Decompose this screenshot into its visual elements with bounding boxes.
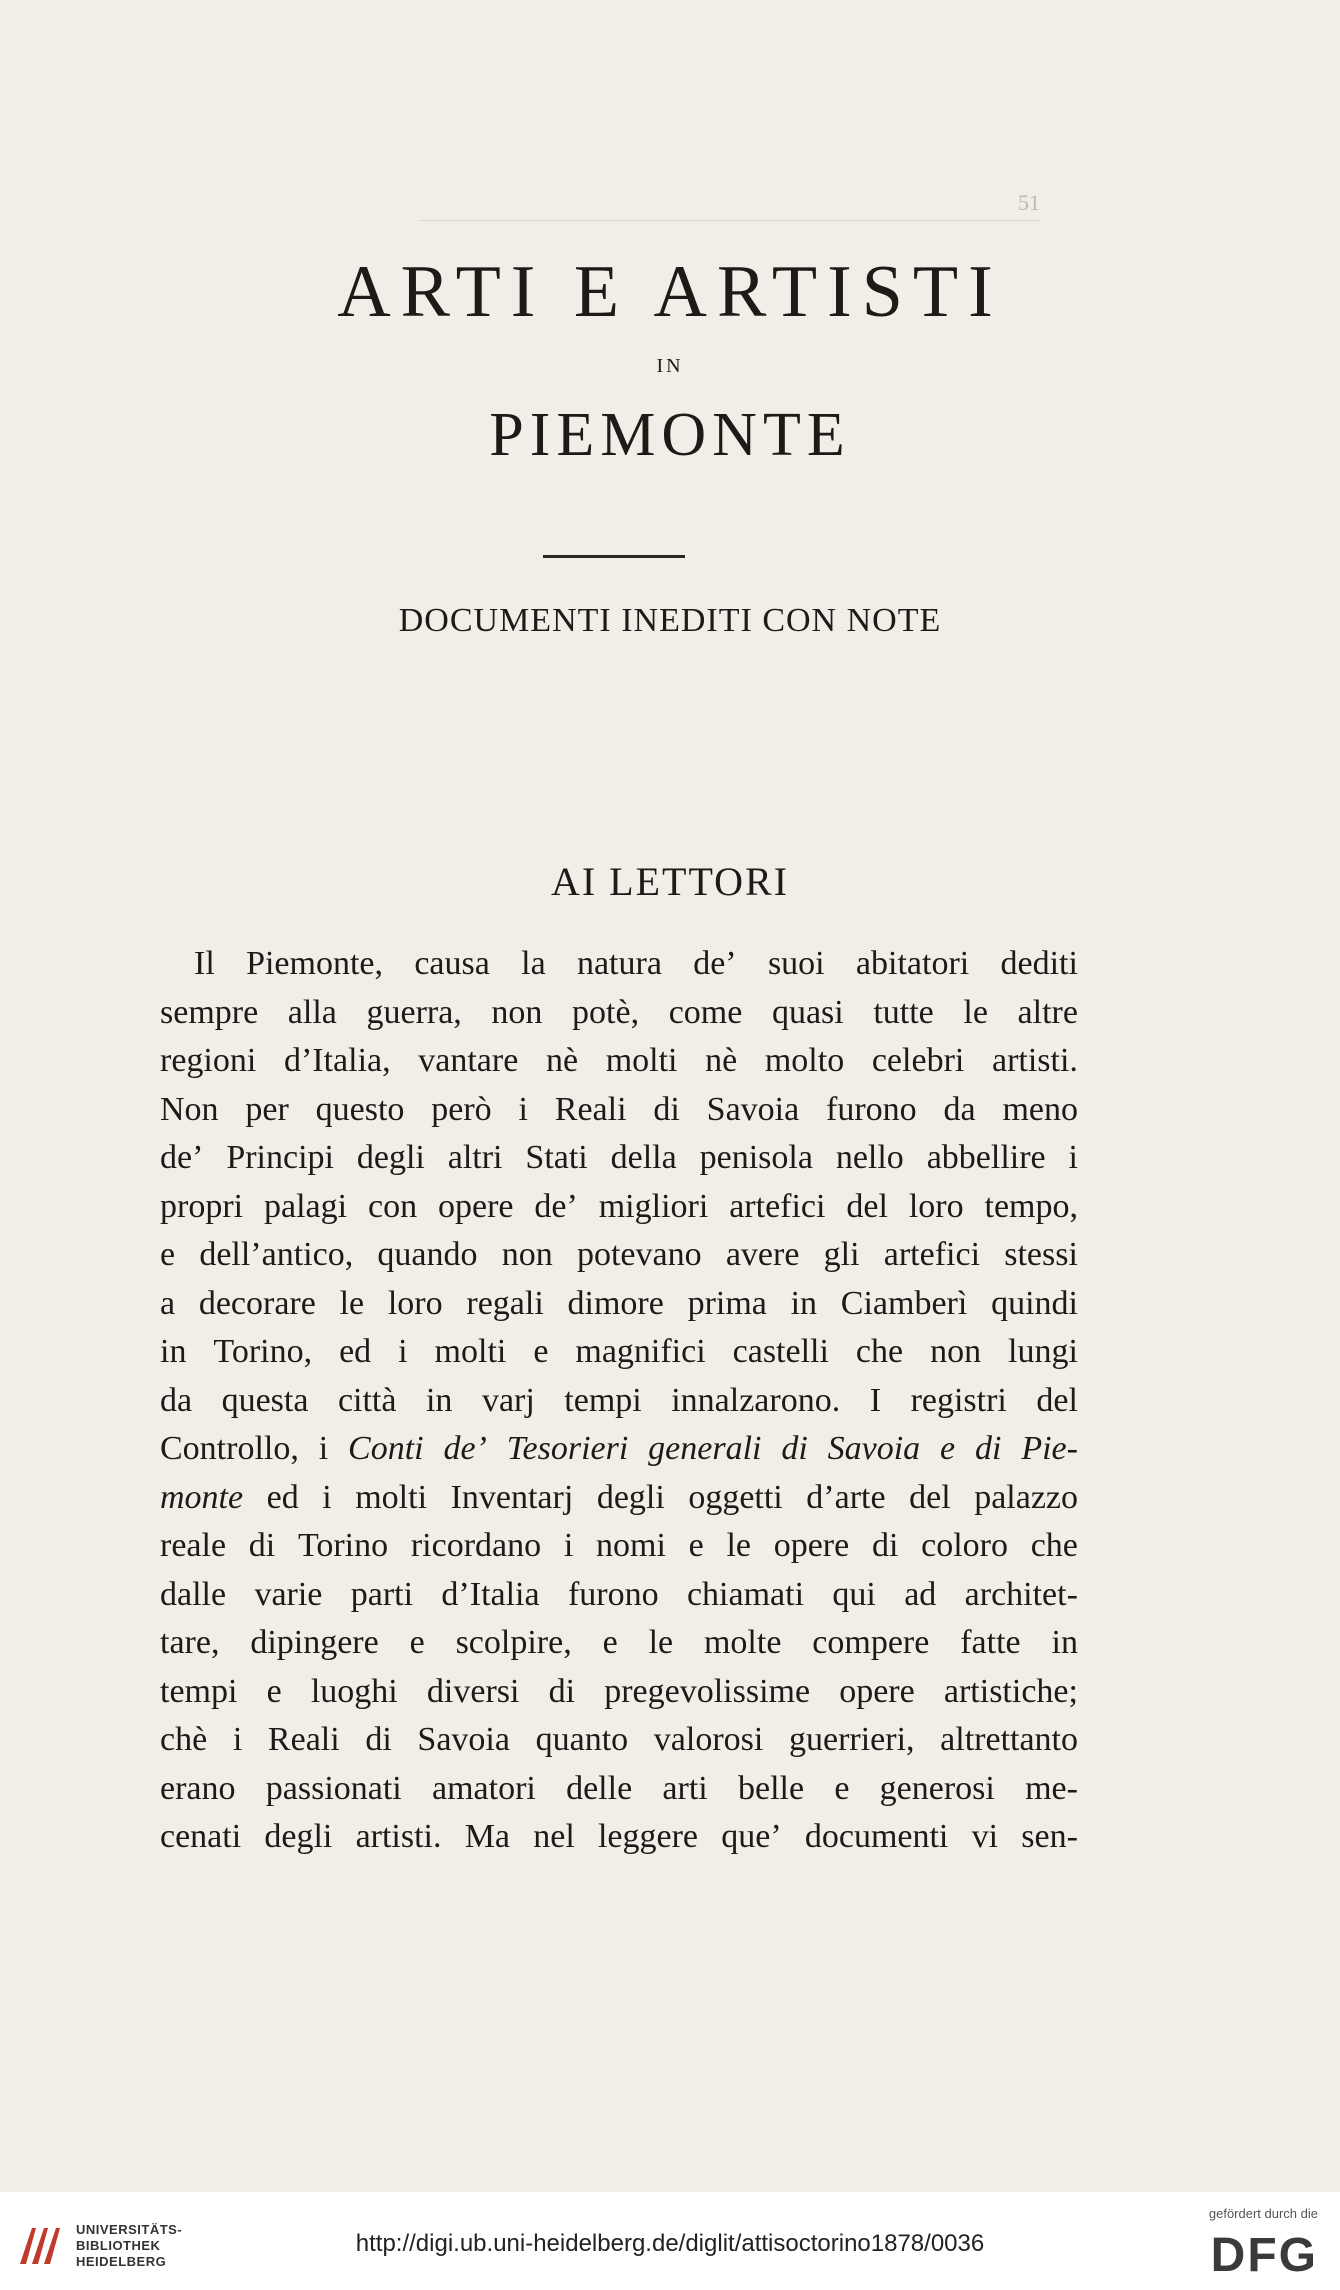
section-heading: AI LETTORI (550, 859, 790, 904)
bleed-through-header: 51 (420, 196, 1040, 221)
title-main: ARTI E ARTISTI (337, 251, 1003, 333)
text-line: cenati degli artisti. Ma nel leggere que’ documenti vi sen- (160, 1818, 1078, 1855)
text-line: tempi e luoghi diversi di pregevolissime opere artistiche; (160, 1672, 1078, 1710)
text-line: a decorare le loro regali dimore prima in Ciamberì quindi (160, 1284, 1078, 1322)
title-region: PIEMONTE (489, 401, 851, 469)
text-line: Controllo, i Conti de’ Tesorieri generali di Savoia e di Pie- (160, 1430, 1078, 1467)
subtitle: DOCUMENTI INEDITI CON NOTE (398, 602, 942, 639)
library-line-2: BIBLIOTHEK (76, 2238, 161, 2253)
footer-bar (0, 2192, 1340, 2290)
text-line: Il Piemonte, causa la natura de’ suoi abitatori dediti (194, 945, 1078, 982)
text-line: reale di Torino ricordano i nomi e le opere di coloro che (160, 1527, 1078, 1564)
source-url[interactable]: http://digi.ub.uni-heidelberg.de/diglit/attisoctorino1878/0036 (355, 2230, 985, 2257)
library-line-1: UNIVERSITÄTS- (76, 2222, 183, 2237)
text-line: chè i Reali di Savoia quanto valorosi guerrieri, altrettanto (160, 1721, 1078, 1758)
text-line: tare, dipingere e scolpire, e le molte compere fatte in (160, 1624, 1078, 1661)
text-line: regioni d’Italia, vantare nè molti nè molto celebri artisti. (160, 1042, 1078, 1079)
text-line: in Torino, ed i molti e magnifici castelli che non lungi (160, 1333, 1078, 1370)
text-line: sempre alla guerra, non potè, come quasi tutte le altre (160, 993, 1078, 1031)
text-line: dalle varie parti d’Italia furono chiamati qui ad architet- (160, 1575, 1078, 1613)
body-paragraph (160, 945, 1078, 1867)
text-line: da questa città in varj tempi innalzarono. I registri del (160, 1381, 1078, 1419)
text-line: monte ed i molti Inventarj degli oggetti d’arte del palazzo (160, 1478, 1078, 1516)
text-line: de’ Principi degli altri Stati della penisola nello abbellire i (160, 1139, 1078, 1176)
library-line-3: HEIDELBERG (76, 2254, 167, 2269)
funding-caption: gefördert durch die (1208, 2206, 1318, 2221)
dfg-logo: DFG (1210, 2229, 1318, 2282)
text-line: Non per questo però i Reali di Savoia furono da meno (160, 1090, 1078, 1128)
title-rule (543, 555, 685, 558)
text-line: propri palagi con opere de’ migliori artefici del loro tempo, (160, 1187, 1078, 1225)
text-line: erano passionati amatori delle arti belle e generosi me- (160, 1769, 1078, 1807)
text-line: e dell’antico, quando non potevano avere gli artefici stessi (160, 1236, 1078, 1273)
title-in: IN (656, 355, 684, 377)
